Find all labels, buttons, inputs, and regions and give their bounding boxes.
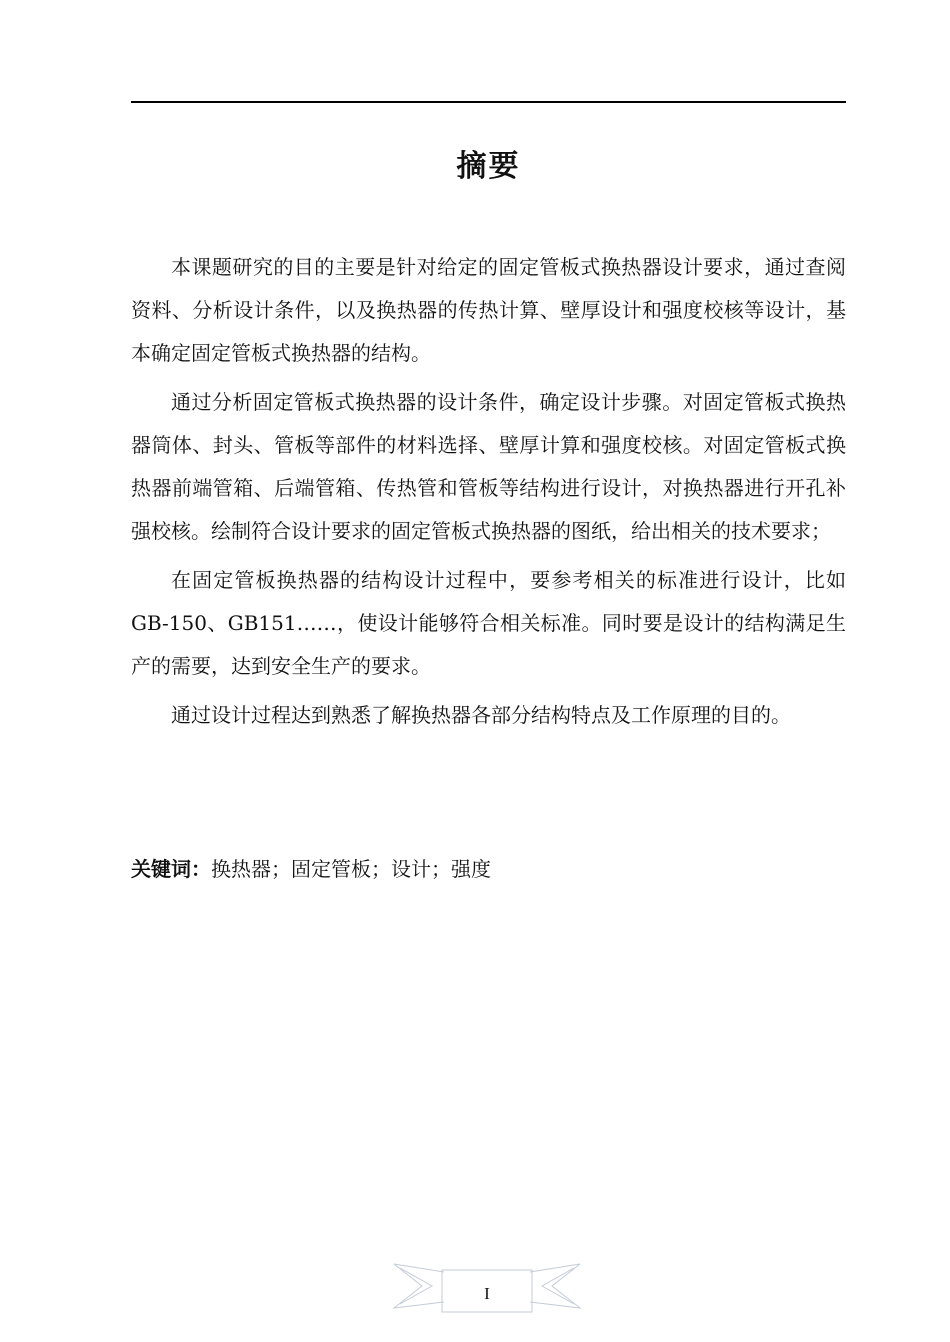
abstract-paragraph: 在固定管板换热器的结构设计过程中，要参考相关的标准进行设计，比如GB-150、GB151……，使设计能够符合相关标准。同时要是设计的结构满足生产的需要，达到安全生产的要求。	[131, 568, 846, 678]
abstract-paragraph: 通过分析固定管板式换热器的设计条件，确定设计步骤。对固定管板式换热器筒体、封头、管板等部件的材料选择、壁厚计算和强度校核。对固定管板式换热器前端管箱、后端管箱、传热管和管板等结构进行设计，对换热器进行开孔补强校核。绘制符合设计要求的固定管板式换热器的图纸，给出相关的技术要求；	[131, 390, 846, 543]
keywords-label: 关键词：	[131, 857, 211, 881]
abstract-body	[131, 246, 846, 743]
abstract-paragraph: 本课题研究的目的主要是针对给定的固定管板式换热器设计要求，通过查阅资料、分析设计条件，以及换热器的传热计算、壁厚设计和强度校核等设计，基本确定固定管板式换热器的结构。	[131, 255, 846, 365]
keywords-list: 换热器；固定管板；设计；强度	[211, 857, 491, 881]
page-number: I	[484, 1284, 490, 1303]
header-rule	[131, 101, 846, 103]
page-footer	[392, 1258, 582, 1320]
page-title: 摘要	[456, 149, 521, 184]
keywords-line	[131, 850, 491, 888]
abstract-paragraph: 通过设计过程达到熟悉了解换热器各部分结构特点及工作原理的目的。	[171, 703, 791, 727]
